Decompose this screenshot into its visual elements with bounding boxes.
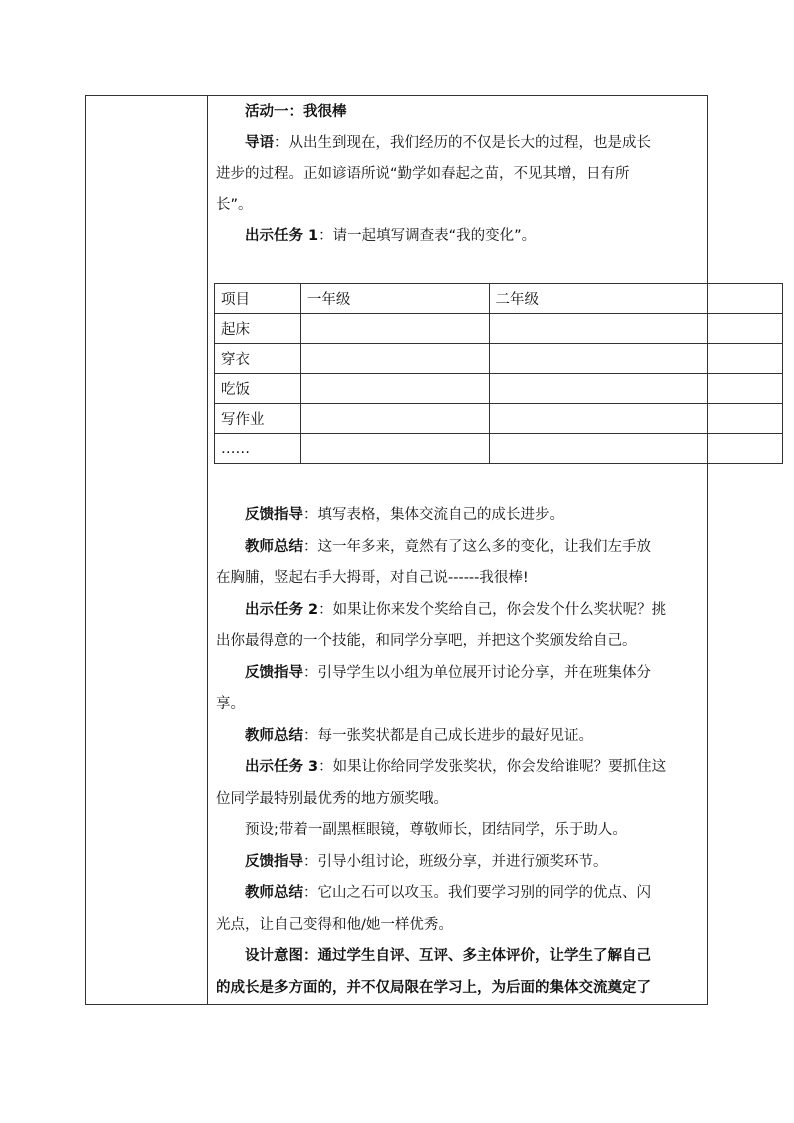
summary-3-line-2: 光点，让自己变得和他/她一样优秀。 <box>216 916 453 933</box>
intro-line-2: 进步的过程。正如谚语所说“勤学如春起之苗，不见其增，日有所 <box>216 166 630 182</box>
task-3: 出示任务 3：如果让你给同学发张奖状，你会发给谁呢？要抓住这 <box>245 759 667 775</box>
task-2-line-2: 出你最得意的一个技能，和同学分享吧，并把这个奖颁发给自己。 <box>216 633 637 649</box>
feedback-section <box>216 500 700 1004</box>
design-intent: 设计意图：通过学生自评、互评、多主体评价，让学生了解自己 <box>245 948 651 964</box>
survey-table <box>214 283 783 464</box>
task1-paragraph: 出示任务 1：请一起填写调查表“我的变化”。 <box>245 228 537 244</box>
table-row <box>215 314 783 344</box>
feedback-1: 反馈指导：填写表格，集体交流自己的成长进步。 <box>245 507 564 523</box>
table-header-row <box>215 284 783 314</box>
header-cell: 二年级 <box>489 284 708 314</box>
table-cell <box>300 404 489 434</box>
summary-2: 教师总结：每一张奖状都是自己成长进步的最好见证。 <box>245 727 593 744</box>
header-cell <box>708 284 783 314</box>
feedback-2-line-2: 享。 <box>216 696 245 712</box>
table-cell <box>489 434 708 464</box>
table-cell <box>708 314 783 344</box>
table-cell <box>489 344 708 374</box>
intro-paragraph: 导语：从出生到现在，我们经历的不仅是长大的过程，也是成长 <box>245 135 651 151</box>
table-cell <box>300 344 489 374</box>
activity-section <box>216 97 700 252</box>
header-cell: 一年级 <box>300 284 489 314</box>
table-cell <box>300 434 489 464</box>
table-row <box>215 404 783 434</box>
task-3-line-2: 位同学最特别最优秀的地方颁奖哦。 <box>216 790 448 807</box>
table-cell <box>708 344 783 374</box>
column-divider <box>207 95 208 1005</box>
table-cell <box>300 314 489 344</box>
design-intent-line-2: 的成长是多方面的，并不仅局限在学习上，为后面的集体交流奠定了 <box>216 979 651 996</box>
feedback-2: 反馈指导：引导学生以小组为单位展开讨论分享，并在班集体分 <box>245 664 651 681</box>
table-row <box>215 434 783 464</box>
table-row <box>215 344 783 374</box>
summary-1-line-2: 在胸脯，竖起右手大拇哥，对自己说------我很棒! <box>216 570 529 586</box>
row-label: 吃饭 <box>215 374 301 404</box>
row-label: 起床 <box>215 314 301 344</box>
table-cell <box>489 314 708 344</box>
table-cell <box>708 404 783 434</box>
row-label: 写作业 <box>215 404 301 434</box>
task-2: 出示任务 2：如果让你来发个奖给自己，你会发个什么奖状呢？挑 <box>245 601 667 618</box>
summary-3: 教师总结：它山之石可以攻玉。我们要学习别的同学的优点、闪 <box>245 885 651 901</box>
table-cell <box>489 404 708 434</box>
row-label: …… <box>215 434 301 464</box>
header-cell: 项目 <box>215 284 301 314</box>
feedback-3: 反馈指导：引导小组讨论，班级分享，并进行颁奖环节。 <box>245 853 608 870</box>
summary-1: 教师总结：这一年多来，竟然有了这么多的变化，让我们左手放 <box>245 538 651 555</box>
table-cell <box>300 374 489 404</box>
table-row <box>215 374 783 404</box>
table-cell <box>489 374 708 404</box>
activity-heading: 活动一：我很棒 <box>245 104 347 120</box>
preset-text: 预设;带着一副黑框眼镜，尊敬师长，团结同学，乐于助人。 <box>245 822 627 838</box>
row-label: 穿衣 <box>215 344 301 374</box>
table-cell <box>708 374 783 404</box>
table-cell <box>708 434 783 464</box>
intro-line-3: 长”。 <box>216 197 253 213</box>
